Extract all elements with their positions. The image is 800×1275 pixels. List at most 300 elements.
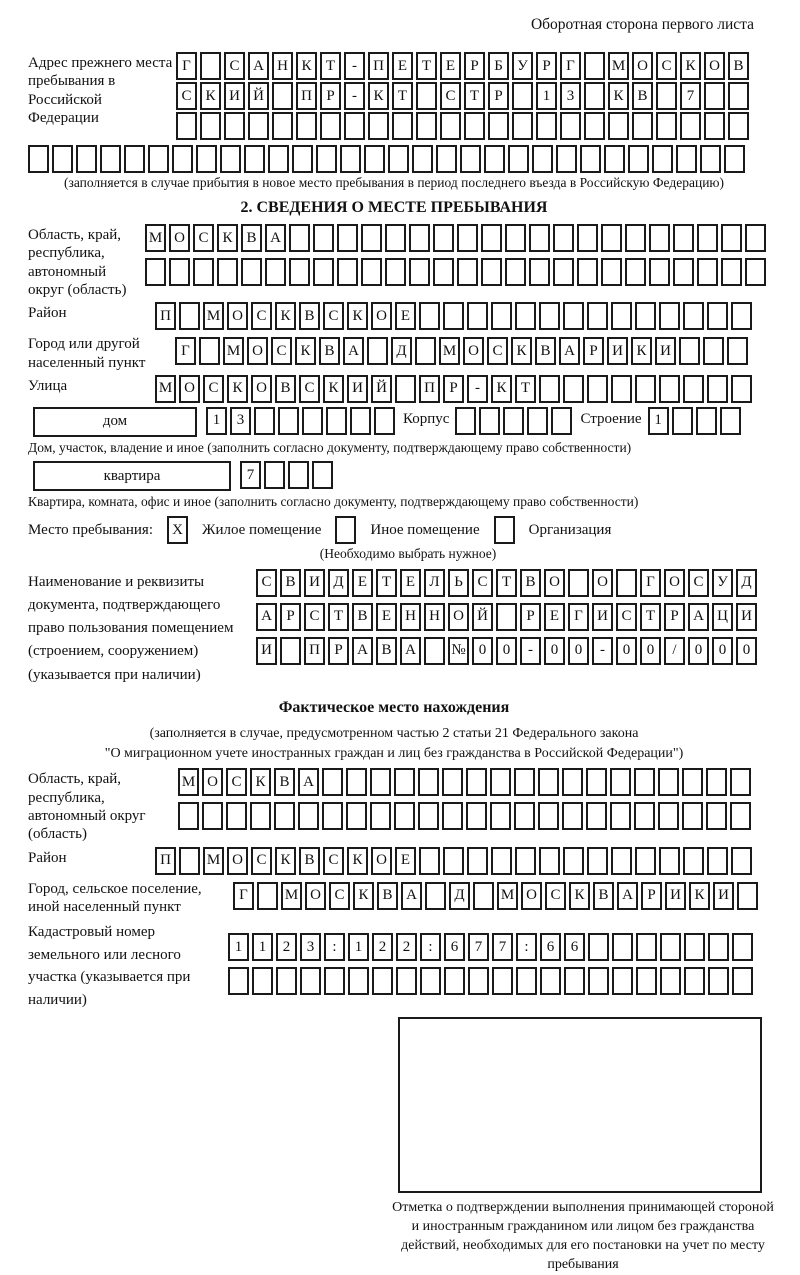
prev-address-row-3[interactable] — [176, 112, 749, 140]
char-cell[interactable]: / — [664, 637, 685, 665]
char-cell[interactable] — [601, 224, 622, 252]
char-cell[interactable] — [442, 802, 463, 830]
char-cell[interactable] — [584, 112, 605, 140]
char-cell[interactable]: 1 — [648, 407, 669, 435]
char-cell[interactable]: К — [491, 375, 512, 403]
char-cell[interactable] — [611, 302, 632, 330]
char-cell[interactable]: Н — [424, 603, 445, 631]
char-cell[interactable]: Т — [376, 569, 397, 597]
fact-region-row-1[interactable] — [178, 768, 751, 796]
char-cell[interactable] — [442, 768, 463, 796]
char-cell[interactable] — [538, 768, 559, 796]
char-cell[interactable] — [514, 768, 535, 796]
char-cell[interactable] — [289, 258, 310, 286]
char-cell[interactable]: К — [323, 375, 344, 403]
char-cell[interactable] — [679, 337, 700, 365]
char-cell[interactable]: А — [688, 603, 709, 631]
char-cell[interactable]: Т — [416, 52, 437, 80]
char-cell[interactable] — [468, 967, 489, 995]
char-cell[interactable] — [76, 145, 97, 173]
char-cell[interactable]: М — [203, 847, 224, 875]
char-cell[interactable]: Н — [272, 52, 293, 80]
char-cell[interactable]: Н — [400, 603, 421, 631]
char-cell[interactable]: А — [265, 224, 286, 252]
char-cell[interactable]: 1 — [206, 407, 227, 435]
char-cell[interactable] — [587, 302, 608, 330]
char-cell[interactable]: 7 — [468, 933, 489, 961]
char-cell[interactable] — [202, 802, 223, 830]
char-cell[interactable] — [538, 802, 559, 830]
char-cell[interactable] — [577, 258, 598, 286]
fact-district-row[interactable] — [155, 847, 752, 875]
char-cell[interactable] — [673, 224, 694, 252]
char-cell[interactable]: Г — [568, 603, 589, 631]
char-cell[interactable]: К — [368, 82, 389, 110]
char-cell[interactable]: А — [400, 637, 421, 665]
char-cell[interactable]: Р — [641, 882, 662, 910]
char-cell[interactable] — [178, 802, 199, 830]
char-cell[interactable]: В — [728, 52, 749, 80]
char-cell[interactable] — [440, 112, 461, 140]
char-cell[interactable]: 6 — [564, 933, 585, 961]
char-cell[interactable]: С — [251, 302, 272, 330]
char-cell[interactable]: С — [323, 847, 344, 875]
char-cell[interactable] — [226, 802, 247, 830]
char-cell[interactable] — [656, 112, 677, 140]
char-cell[interactable] — [100, 145, 121, 173]
char-cell[interactable] — [492, 967, 513, 995]
char-cell[interactable]: М — [608, 52, 629, 80]
char-cell[interactable]: - — [344, 82, 365, 110]
char-cell[interactable]: С — [226, 768, 247, 796]
char-cell[interactable]: 0 — [640, 637, 661, 665]
char-cell[interactable] — [514, 802, 535, 830]
char-cell[interactable] — [337, 224, 358, 252]
char-cell[interactable]: П — [419, 375, 440, 403]
char-cell[interactable]: К — [569, 882, 590, 910]
char-cell[interactable] — [658, 768, 679, 796]
apartment-type-box[interactable]: квартира — [33, 461, 231, 491]
char-cell[interactable]: В — [376, 637, 397, 665]
char-cell[interactable]: Е — [395, 302, 416, 330]
char-cell[interactable]: Р — [536, 52, 557, 80]
char-cell[interactable]: 7 — [240, 461, 261, 489]
char-cell[interactable]: О — [704, 52, 725, 80]
char-cell[interactable] — [563, 375, 584, 403]
char-cell[interactable] — [455, 407, 476, 435]
char-cell[interactable] — [484, 145, 505, 173]
char-cell[interactable] — [568, 569, 589, 597]
char-cell[interactable] — [529, 258, 550, 286]
char-cell[interactable]: М — [178, 768, 199, 796]
char-cell[interactable] — [635, 302, 656, 330]
char-cell[interactable]: С — [251, 847, 272, 875]
char-cell[interactable]: С — [323, 302, 344, 330]
city-row[interactable] — [175, 333, 748, 365]
char-cell[interactable] — [634, 768, 655, 796]
char-cell[interactable] — [289, 224, 310, 252]
char-cell[interactable] — [340, 145, 361, 173]
char-cell[interactable] — [420, 967, 441, 995]
char-cell[interactable]: М — [281, 882, 302, 910]
char-cell[interactable] — [350, 407, 371, 435]
char-cell[interactable] — [264, 461, 285, 489]
char-cell[interactable]: С — [487, 337, 508, 365]
char-cell[interactable]: М — [439, 337, 460, 365]
char-cell[interactable]: 3 — [230, 407, 251, 435]
char-cell[interactable] — [612, 967, 633, 995]
char-cell[interactable] — [254, 407, 275, 435]
char-cell[interactable] — [179, 847, 200, 875]
char-cell[interactable]: Е — [400, 569, 421, 597]
char-cell[interactable]: Р — [464, 52, 485, 80]
char-cell[interactable]: Г — [176, 52, 197, 80]
char-cell[interactable]: Т — [496, 569, 517, 597]
char-cell[interactable]: П — [155, 302, 176, 330]
char-cell[interactable] — [727, 337, 748, 365]
char-cell[interactable]: С — [440, 82, 461, 110]
char-cell[interactable]: В — [299, 302, 320, 330]
char-cell[interactable] — [577, 224, 598, 252]
char-cell[interactable]: Р — [488, 82, 509, 110]
char-cell[interactable]: О — [592, 569, 613, 597]
char-cell[interactable] — [368, 112, 389, 140]
char-cell[interactable] — [199, 337, 220, 365]
char-cell[interactable]: В — [319, 337, 340, 365]
char-cell[interactable] — [612, 933, 633, 961]
cadastral-row-2[interactable] — [228, 967, 753, 995]
char-cell[interactable] — [724, 145, 745, 173]
char-cell[interactable] — [418, 768, 439, 796]
char-cell[interactable]: Й — [248, 82, 269, 110]
char-cell[interactable]: А — [343, 337, 364, 365]
char-cell[interactable]: С — [616, 603, 637, 631]
char-cell[interactable] — [200, 52, 221, 80]
char-cell[interactable]: Е — [544, 603, 565, 631]
char-cell[interactable] — [274, 802, 295, 830]
char-cell[interactable] — [560, 112, 581, 140]
char-cell[interactable]: К — [631, 337, 652, 365]
char-cell[interactable] — [697, 258, 718, 286]
char-cell[interactable] — [460, 145, 481, 173]
char-cell[interactable]: Л — [424, 569, 445, 597]
char-cell[interactable] — [496, 603, 517, 631]
char-cell[interactable] — [302, 407, 323, 435]
char-cell[interactable]: П — [304, 637, 325, 665]
char-cell[interactable] — [473, 882, 494, 910]
char-cell[interactable] — [512, 82, 533, 110]
char-cell[interactable] — [394, 768, 415, 796]
char-cell[interactable] — [628, 145, 649, 173]
char-cell[interactable]: С — [299, 375, 320, 403]
char-cell[interactable] — [466, 802, 487, 830]
char-cell[interactable] — [731, 375, 752, 403]
char-cell[interactable] — [703, 337, 724, 365]
cadastral-row-1[interactable] — [228, 933, 753, 961]
char-cell[interactable] — [708, 933, 729, 961]
char-cell[interactable]: К — [296, 52, 317, 80]
char-cell[interactable] — [564, 967, 585, 995]
char-cell[interactable] — [320, 112, 341, 140]
char-cell[interactable]: Г — [560, 52, 581, 80]
char-cell[interactable] — [409, 224, 430, 252]
char-cell[interactable] — [322, 768, 343, 796]
char-cell[interactable]: 0 — [688, 637, 709, 665]
char-cell[interactable] — [395, 375, 416, 403]
stay-type-checkbox-organization[interactable] — [494, 516, 515, 544]
char-cell[interactable] — [588, 933, 609, 961]
char-cell[interactable] — [444, 967, 465, 995]
char-cell[interactable] — [708, 967, 729, 995]
char-cell[interactable] — [443, 847, 464, 875]
char-cell[interactable]: Е — [392, 52, 413, 80]
char-cell[interactable] — [660, 967, 681, 995]
char-cell[interactable]: 0 — [472, 637, 493, 665]
char-cell[interactable]: А — [401, 882, 422, 910]
char-cell[interactable]: Р — [328, 637, 349, 665]
char-cell[interactable]: 0 — [544, 637, 565, 665]
char-cell[interactable]: С — [203, 375, 224, 403]
char-cell[interactable] — [479, 407, 500, 435]
char-cell[interactable]: П — [296, 82, 317, 110]
char-cell[interactable] — [217, 258, 238, 286]
char-cell[interactable] — [200, 112, 221, 140]
char-cell[interactable]: 1 — [348, 933, 369, 961]
char-cell[interactable]: 0 — [568, 637, 589, 665]
char-cell[interactable] — [288, 461, 309, 489]
char-cell[interactable] — [587, 847, 608, 875]
char-cell[interactable] — [652, 145, 673, 173]
char-cell[interactable]: И — [592, 603, 613, 631]
char-cell[interactable] — [436, 145, 457, 173]
char-cell[interactable] — [731, 847, 752, 875]
char-cell[interactable]: И — [665, 882, 686, 910]
char-cell[interactable] — [634, 802, 655, 830]
char-cell[interactable]: О — [371, 847, 392, 875]
char-cell[interactable] — [632, 112, 653, 140]
char-cell[interactable] — [680, 112, 701, 140]
char-cell[interactable] — [586, 802, 607, 830]
char-cell[interactable]: У — [512, 52, 533, 80]
char-cell[interactable] — [731, 302, 752, 330]
char-cell[interactable] — [527, 407, 548, 435]
char-cell[interactable]: М — [497, 882, 518, 910]
char-cell[interactable]: К — [227, 375, 248, 403]
char-cell[interactable]: Р — [320, 82, 341, 110]
char-cell[interactable] — [505, 224, 526, 252]
char-cell[interactable] — [224, 112, 245, 140]
char-cell[interactable]: К — [275, 847, 296, 875]
char-cell[interactable]: О — [448, 603, 469, 631]
char-cell[interactable] — [296, 112, 317, 140]
char-cell[interactable] — [683, 847, 704, 875]
char-cell[interactable]: И — [347, 375, 368, 403]
char-cell[interactable]: Р — [280, 603, 301, 631]
char-cell[interactable]: К — [217, 224, 238, 252]
char-cell[interactable]: Т — [320, 52, 341, 80]
region-row-1[interactable] — [145, 224, 766, 252]
char-cell[interactable] — [656, 82, 677, 110]
korpus-row[interactable] — [455, 407, 572, 435]
char-cell[interactable] — [292, 145, 313, 173]
char-cell[interactable] — [265, 258, 286, 286]
char-cell[interactable] — [659, 302, 680, 330]
char-cell[interactable] — [370, 802, 391, 830]
char-cell[interactable]: Д — [736, 569, 757, 597]
char-cell[interactable]: О — [247, 337, 268, 365]
char-cell[interactable] — [745, 258, 766, 286]
char-cell[interactable]: Р — [520, 603, 541, 631]
char-cell[interactable]: И — [736, 603, 757, 631]
char-cell[interactable] — [392, 112, 413, 140]
char-cell[interactable]: Р — [443, 375, 464, 403]
char-cell[interactable]: : — [324, 933, 345, 961]
char-cell[interactable]: М — [155, 375, 176, 403]
char-cell[interactable] — [268, 145, 289, 173]
char-cell[interactable]: О — [305, 882, 326, 910]
char-cell[interactable]: В — [535, 337, 556, 365]
char-cell[interactable] — [252, 967, 273, 995]
char-cell[interactable]: 7 — [680, 82, 701, 110]
char-cell[interactable]: 3 — [560, 82, 581, 110]
char-cell[interactable] — [586, 768, 607, 796]
char-cell[interactable] — [503, 407, 524, 435]
char-cell[interactable]: 1 — [252, 933, 273, 961]
char-cell[interactable] — [313, 224, 334, 252]
char-cell[interactable]: : — [516, 933, 537, 961]
char-cell[interactable]: В — [632, 82, 653, 110]
char-cell[interactable] — [457, 258, 478, 286]
char-cell[interactable] — [491, 847, 512, 875]
char-cell[interactable] — [276, 967, 297, 995]
char-cell[interactable] — [683, 302, 704, 330]
char-cell[interactable]: О — [544, 569, 565, 597]
char-cell[interactable] — [415, 337, 436, 365]
char-cell[interactable]: С — [329, 882, 350, 910]
document-row-1[interactable] — [256, 569, 757, 597]
prev-address-row-1[interactable] — [176, 52, 749, 80]
char-cell[interactable] — [697, 224, 718, 252]
char-cell[interactable]: Й — [371, 375, 392, 403]
prev-address-overflow-row[interactable] — [28, 145, 760, 173]
char-cell[interactable] — [659, 847, 680, 875]
char-cell[interactable]: А — [248, 52, 269, 80]
char-cell[interactable] — [394, 802, 415, 830]
char-cell[interactable] — [346, 768, 367, 796]
fact-region-row-2[interactable] — [178, 802, 751, 830]
char-cell[interactable]: - — [592, 637, 613, 665]
char-cell[interactable] — [707, 302, 728, 330]
char-cell[interactable]: 2 — [372, 933, 393, 961]
char-cell[interactable]: 0 — [736, 637, 757, 665]
char-cell[interactable] — [604, 145, 625, 173]
char-cell[interactable]: О — [251, 375, 272, 403]
char-cell[interactable] — [601, 258, 622, 286]
char-cell[interactable]: К — [200, 82, 221, 110]
char-cell[interactable] — [481, 224, 502, 252]
char-cell[interactable]: А — [617, 882, 638, 910]
char-cell[interactable] — [220, 145, 241, 173]
char-cell[interactable]: Г — [175, 337, 196, 365]
char-cell[interactable] — [385, 258, 406, 286]
char-cell[interactable] — [515, 302, 536, 330]
char-cell[interactable] — [424, 637, 445, 665]
char-cell[interactable] — [467, 302, 488, 330]
char-cell[interactable] — [539, 847, 560, 875]
char-cell[interactable] — [611, 847, 632, 875]
char-cell[interactable] — [176, 112, 197, 140]
char-cell[interactable]: Ц — [712, 603, 733, 631]
char-cell[interactable] — [505, 258, 526, 286]
char-cell[interactable]: П — [368, 52, 389, 80]
char-cell[interactable] — [370, 768, 391, 796]
char-cell[interactable]: О — [521, 882, 542, 910]
char-cell[interactable] — [443, 302, 464, 330]
char-cell[interactable] — [672, 407, 693, 435]
char-cell[interactable] — [396, 967, 417, 995]
char-cell[interactable]: С — [176, 82, 197, 110]
char-cell[interactable] — [730, 768, 751, 796]
char-cell[interactable] — [728, 82, 749, 110]
char-cell[interactable]: И — [713, 882, 734, 910]
char-cell[interactable]: Д — [391, 337, 412, 365]
char-cell[interactable] — [636, 967, 657, 995]
char-cell[interactable]: К — [347, 847, 368, 875]
char-cell[interactable] — [563, 847, 584, 875]
char-cell[interactable]: К — [250, 768, 271, 796]
char-cell[interactable] — [374, 407, 395, 435]
char-cell[interactable]: Д — [449, 882, 470, 910]
char-cell[interactable]: О — [227, 302, 248, 330]
char-cell[interactable] — [516, 967, 537, 995]
char-cell[interactable] — [540, 967, 561, 995]
char-cell[interactable]: В — [280, 569, 301, 597]
char-cell[interactable] — [416, 112, 437, 140]
char-cell[interactable]: В — [275, 375, 296, 403]
char-cell[interactable] — [529, 224, 550, 252]
char-cell[interactable]: С — [256, 569, 277, 597]
char-cell[interactable] — [536, 112, 557, 140]
char-cell[interactable]: И — [256, 637, 277, 665]
char-cell[interactable]: С — [224, 52, 245, 80]
char-cell[interactable] — [145, 258, 166, 286]
char-cell[interactable] — [372, 967, 393, 995]
char-cell[interactable] — [419, 302, 440, 330]
char-cell[interactable] — [707, 375, 728, 403]
char-cell[interactable] — [298, 802, 319, 830]
char-cell[interactable] — [553, 258, 574, 286]
char-cell[interactable]: В — [241, 224, 262, 252]
char-cell[interactable]: - — [467, 375, 488, 403]
street-row[interactable] — [155, 375, 752, 403]
char-cell[interactable] — [418, 802, 439, 830]
char-cell[interactable]: 6 — [444, 933, 465, 961]
char-cell[interactable]: Т — [464, 82, 485, 110]
char-cell[interactable] — [635, 847, 656, 875]
char-cell[interactable] — [539, 302, 560, 330]
char-cell[interactable]: С — [545, 882, 566, 910]
house-type-box[interactable]: дом — [33, 407, 197, 437]
char-cell[interactable] — [745, 224, 766, 252]
char-cell[interactable] — [673, 258, 694, 286]
char-cell[interactable] — [706, 768, 727, 796]
char-cell[interactable]: М — [223, 337, 244, 365]
char-cell[interactable] — [732, 967, 753, 995]
char-cell[interactable]: Г — [233, 882, 254, 910]
char-cell[interactable] — [610, 802, 631, 830]
char-cell[interactable]: К — [275, 302, 296, 330]
prev-address-row-2[interactable] — [176, 82, 749, 110]
